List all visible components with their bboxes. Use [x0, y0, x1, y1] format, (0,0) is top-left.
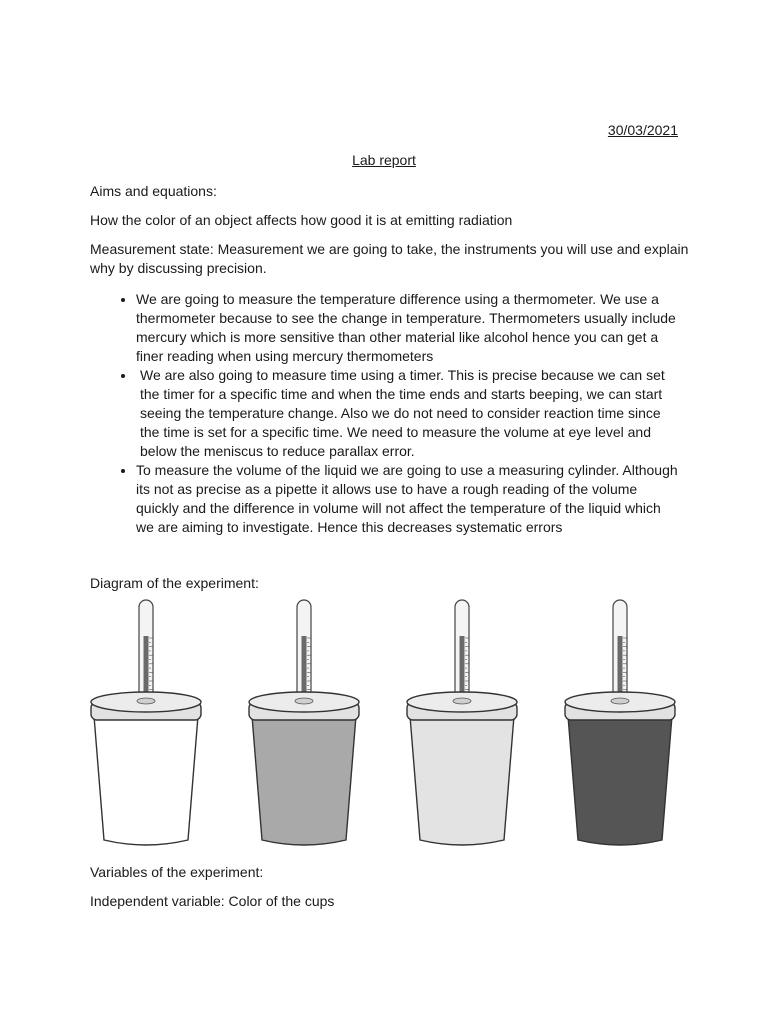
report-title: Lab report: [352, 152, 416, 168]
variables-heading: Variables of the experiment:: [90, 864, 264, 880]
bullet-thermometer: • We are going to measure the temperature difference using a thermometer. We use a thermometer because to see the change in temperature. Thermometers usually include mercury which is more sensitive than other material like alcohol hence you can get a finer reading when using mercury thermometers: [136, 290, 680, 366]
cup-lid: [249, 692, 359, 720]
bullet-timer: • We are also going to measure time using a timer. This is precise because we can set the timer for a specific time and when the time ends and starts beeping, we can start seeing the temperature change. Also we do not need to consider reaction time since the time is set for a specific time. We need to measure the volume at eye level and below the meniscus to reduce parallax error.: [136, 366, 680, 461]
aims-heading: Aims and equations:: [90, 183, 217, 199]
thermometer: [297, 600, 311, 704]
aim-text: How the color of an object affects how good it is at emitting radiation: [90, 212, 513, 228]
cup-lid: [565, 692, 675, 720]
bullet-measuring-cylinder: • To measure the volume of the liquid we are going to use a measuring cylinder. Although its not as precise as a pipette it allows use to have a rough reading of the volume quickly and the difference in volume will not affect the temperature of the liquid which we are aiming to investigate. Hence this decreases systematic errors: [136, 461, 680, 537]
thermometer: [613, 600, 627, 704]
thermometer: [455, 600, 469, 704]
diagram-heading: Diagram of the experiment:: [90, 575, 259, 591]
independent-variable: Independent variable: Color of the cups: [90, 893, 335, 909]
cup-lid: [407, 692, 517, 720]
measurement-list: [90, 290, 680, 537]
cup-lid: [91, 692, 201, 720]
report-date: 30/03/2021: [607, 122, 678, 138]
experiment-diagram: [90, 598, 678, 850]
cup-body: [94, 716, 198, 845]
thermometer: [139, 600, 153, 704]
measurement-state: Measurement state: Measurement we are going to take, the instruments you will use and explain why by discussing precision.: [90, 241, 689, 276]
cup-body: [410, 716, 514, 845]
cup-body: [252, 716, 356, 845]
cup-body: [568, 716, 672, 845]
